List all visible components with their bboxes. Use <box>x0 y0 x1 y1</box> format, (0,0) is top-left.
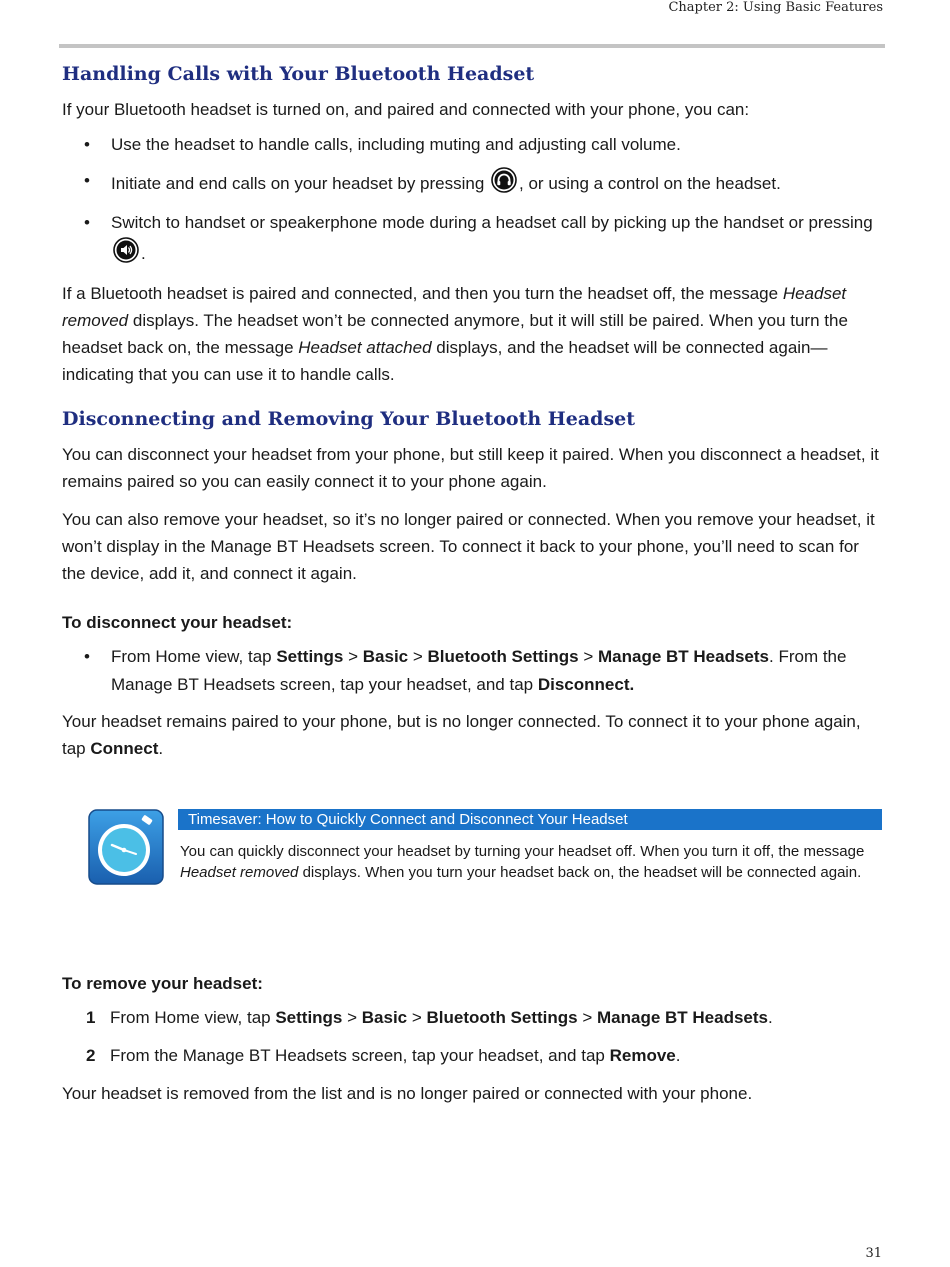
timesaver-body <box>180 841 880 883</box>
path-separator: > <box>578 647 598 666</box>
disconnect-steps <box>62 643 884 699</box>
headset-off-paragraph <box>62 280 884 388</box>
list-item <box>62 643 884 699</box>
procedure-heading-disconnect: To disconnect your headset: <box>62 613 293 632</box>
menu-path-manage-bt-headsets: Manage BT Headsets <box>598 647 769 666</box>
capabilities-list <box>62 131 884 272</box>
menu-path-settings: Settings <box>275 1008 343 1027</box>
text: . From the Manage BT Headsets screen, tap your headset, and tap <box>111 647 847 694</box>
page-content <box>62 60 884 1107</box>
step-number: 1 <box>86 1008 96 1027</box>
path-separator: > <box>342 1008 362 1027</box>
intro-paragraph: If your Bluetooth headset is turned on, and paired and connected with your phone, you can: <box>62 100 750 119</box>
headset-icon <box>491 167 517 202</box>
path-separator: > <box>577 1008 597 1027</box>
action-remove: Remove <box>609 1046 676 1065</box>
text: Your headset remains paired to your phone, but is no longer connected. To connect it to your phone again, tap <box>62 712 861 758</box>
text: From the Manage BT Headsets screen, tap your headset, and tap <box>110 1046 610 1065</box>
procedure-heading-remove: To remove your headset: <box>62 974 263 993</box>
text: If a Bluetooth headset is paired and connected, and then you turn the headset off, the message <box>62 284 783 303</box>
list-item-text: . <box>141 243 146 263</box>
list-item <box>62 1042 884 1070</box>
action-disconnect: Disconnect. <box>537 675 635 694</box>
stopwatch-icon <box>88 809 164 885</box>
timesaver-title-bar: Timesaver: How to Quickly Connect and Disconnect Your Headset <box>178 809 882 830</box>
section-title-handling-calls: Handling Calls with Your Bluetooth Headset <box>62 63 535 85</box>
action-connect: Connect <box>90 739 159 758</box>
step-number: 2 <box>86 1046 96 1065</box>
list-item-text: Initiate and end calls on your headset by pressing <box>111 173 485 193</box>
message-name: Headset attached <box>298 338 432 357</box>
list-item <box>62 167 884 202</box>
disconnect-intro-paragraph: You can disconnect your headset from your phone, but still keep it paired. When you disconnect a headset, it remains paired so you can easily connect it to your phone again. <box>62 445 879 491</box>
speaker-icon <box>113 237 139 272</box>
path-separator: > <box>408 647 428 666</box>
message-name: Headset removed <box>62 284 847 330</box>
text: . <box>768 1008 773 1027</box>
menu-path-bluetooth-settings: Bluetooth Settings <box>426 1008 578 1027</box>
text: displays. When you turn your headset back on, the headset will be connected again. <box>298 864 862 881</box>
message-name: Headset removed <box>180 864 299 881</box>
remove-intro-paragraph: You can also remove your headset, so it’s no longer paired or connected. When you remove your headset, it won’t display in the Manage BT Headsets screen. To connect it back to your phone, you’ll need to scan for the device, add it, and connect it again. <box>62 510 875 583</box>
menu-path-bluetooth-settings: Bluetooth Settings <box>427 647 579 666</box>
header-rule <box>59 44 885 48</box>
path-separator: > <box>343 647 363 666</box>
bullet: • <box>84 135 90 154</box>
list-item-text: Switch to handset or speakerphone mode during a headset call by picking up the handset or pressing <box>111 213 873 232</box>
bullet: • <box>84 647 90 666</box>
running-header: Chapter 2: Using Basic Features <box>668 0 883 15</box>
text: displays. The headset won’t be connected anymore, but it will still be paired. When you turn the headset back on, the message <box>62 311 848 357</box>
list-item-text: Use the headset to handle calls, including muting and adjusting call volume. <box>111 135 681 154</box>
list-item <box>62 209 884 272</box>
path-separator: > <box>407 1008 427 1027</box>
list-item <box>62 1004 884 1032</box>
disconnect-result-paragraph <box>62 708 884 762</box>
menu-path-basic: Basic <box>361 1008 408 1027</box>
remove-steps <box>62 1004 884 1070</box>
section-title-disconnecting: Disconnecting and Removing Your Bluetooth Headset <box>62 408 636 430</box>
menu-path-manage-bt-headsets: Manage BT Headsets <box>597 1008 768 1027</box>
remove-result-paragraph: Your headset is removed from the list and is no longer paired or connected with your phone. <box>62 1084 753 1103</box>
bullet: • <box>84 213 90 232</box>
bullet: • <box>84 171 90 190</box>
menu-path-settings: Settings <box>276 647 344 666</box>
text: From Home view, tap <box>111 647 277 666</box>
text: From Home view, tap <box>110 1008 276 1027</box>
text: displays, and the headset will be connected again—indicating that you can use it to handle calls. <box>62 338 828 384</box>
text: . <box>675 1046 681 1065</box>
text: . <box>158 739 164 758</box>
page-number: 31 <box>865 1246 882 1261</box>
list-item <box>62 131 884 159</box>
menu-path-basic: Basic <box>362 647 409 666</box>
list-item-text: , or using a control on the headset. <box>519 173 781 193</box>
text: You can quickly disconnect your headset by turning your headset off. When you turn it off, the message <box>180 843 865 860</box>
